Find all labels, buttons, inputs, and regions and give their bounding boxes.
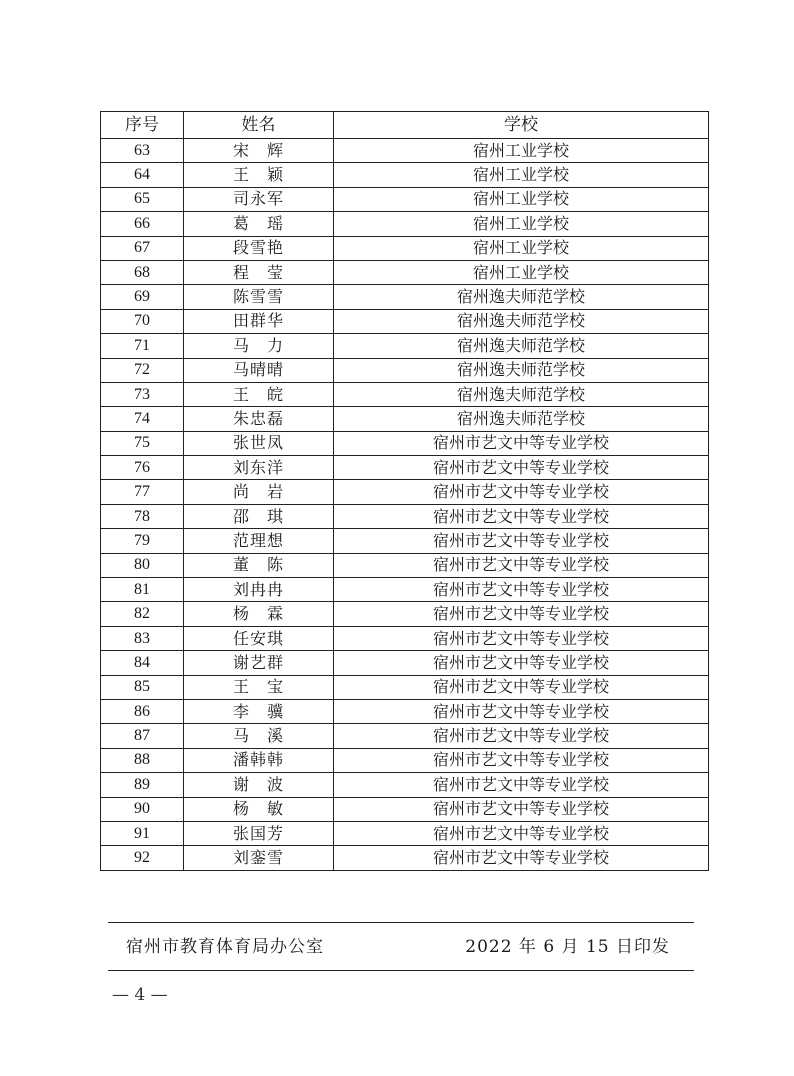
row-index: 64 (101, 163, 184, 187)
row-index: 76 (101, 456, 184, 480)
row-index: 66 (101, 212, 184, 236)
table-row (101, 187, 709, 211)
row-index: 75 (101, 431, 184, 455)
row-school: 宿州市艺文中等专业学校 (334, 456, 709, 480)
row-index: 85 (101, 675, 184, 699)
row-school: 宿州市艺文中等专业学校 (334, 504, 709, 528)
table-row (101, 553, 709, 577)
row-name: 潘韩韩 (184, 748, 334, 772)
row-name: 马晴晴 (184, 358, 334, 382)
row-school: 宿州逸夫师范学校 (334, 382, 709, 406)
roster-table (100, 111, 709, 871)
row-school: 宿州市艺文中等专业学校 (334, 797, 709, 821)
row-index: 83 (101, 626, 184, 650)
row-school: 宿州逸夫师范学校 (334, 407, 709, 431)
table-row (101, 504, 709, 528)
table-row (101, 382, 709, 406)
row-name: 刘銮雪 (184, 846, 334, 870)
table-row (101, 285, 709, 309)
table-row (101, 260, 709, 284)
table-row (101, 236, 709, 260)
row-name: 田群华 (184, 309, 334, 333)
row-school: 宿州市艺文中等专业学校 (334, 431, 709, 455)
row-index: 88 (101, 748, 184, 772)
row-name: 朱忠磊 (184, 407, 334, 431)
table-row (101, 846, 709, 870)
table-row (101, 456, 709, 480)
table-row (101, 212, 709, 236)
row-name: 陈雪雪 (184, 285, 334, 309)
table-row (101, 821, 709, 845)
row-name: 杨 霖 (184, 602, 334, 626)
row-school: 宿州市艺文中等专业学校 (334, 724, 709, 748)
header-name: 姓名 (184, 112, 334, 139)
row-name: 张世凤 (184, 431, 334, 455)
row-school: 宿州市艺文中等专业学校 (334, 602, 709, 626)
row-school: 宿州逸夫师范学校 (334, 358, 709, 382)
table-row (101, 578, 709, 602)
row-name: 段雪艳 (184, 236, 334, 260)
row-name: 杨 敏 (184, 797, 334, 821)
table-row (101, 334, 709, 358)
row-index: 90 (101, 797, 184, 821)
row-index: 79 (101, 529, 184, 553)
row-school: 宿州逸夫师范学校 (334, 309, 709, 333)
row-index: 69 (101, 285, 184, 309)
header-school: 学校 (334, 112, 709, 139)
row-school: 宿州市艺文中等专业学校 (334, 846, 709, 870)
row-index: 72 (101, 358, 184, 382)
row-index: 84 (101, 651, 184, 675)
row-name: 王 颖 (184, 163, 334, 187)
row-school: 宿州市艺文中等专业学校 (334, 821, 709, 845)
footer-rule-top (108, 922, 694, 923)
row-name: 董 陈 (184, 553, 334, 577)
table-row (101, 139, 709, 163)
row-name: 王 宝 (184, 675, 334, 699)
row-name: 刘冉冉 (184, 578, 334, 602)
table-body (101, 139, 709, 871)
table-row (101, 626, 709, 650)
table-row (101, 602, 709, 626)
row-school: 宿州工业学校 (334, 260, 709, 284)
table-row (101, 163, 709, 187)
row-name: 马 溪 (184, 724, 334, 748)
row-index: 87 (101, 724, 184, 748)
row-school: 宿州工业学校 (334, 163, 709, 187)
row-school: 宿州市艺文中等专业学校 (334, 553, 709, 577)
row-school: 宿州市艺文中等专业学校 (334, 748, 709, 772)
row-school: 宿州市艺文中等专业学校 (334, 529, 709, 553)
row-school: 宿州市艺文中等专业学校 (334, 578, 709, 602)
row-index: 74 (101, 407, 184, 431)
row-school: 宿州市艺文中等专业学校 (334, 773, 709, 797)
row-index: 63 (101, 139, 184, 163)
table-row (101, 407, 709, 431)
table-row (101, 773, 709, 797)
table-row (101, 309, 709, 333)
row-index: 73 (101, 382, 184, 406)
footer-rule-bottom (108, 970, 694, 971)
row-name: 宋 辉 (184, 139, 334, 163)
row-name: 司永军 (184, 187, 334, 211)
row-school: 宿州市艺文中等专业学校 (334, 626, 709, 650)
row-index: 71 (101, 334, 184, 358)
row-index: 68 (101, 260, 184, 284)
row-name: 王 皖 (184, 382, 334, 406)
row-name: 张国芳 (184, 821, 334, 845)
row-index: 82 (101, 602, 184, 626)
table-row (101, 797, 709, 821)
row-school: 宿州市艺文中等专业学校 (334, 480, 709, 504)
row-name: 李 骥 (184, 699, 334, 723)
row-school: 宿州市艺文中等专业学校 (334, 651, 709, 675)
row-index: 80 (101, 553, 184, 577)
table-row (101, 724, 709, 748)
row-school: 宿州工业学校 (334, 187, 709, 211)
row-name: 谢 波 (184, 773, 334, 797)
row-index: 81 (101, 578, 184, 602)
table-header-row (101, 112, 709, 139)
row-school: 宿州工业学校 (334, 236, 709, 260)
row-name: 任安琪 (184, 626, 334, 650)
row-index: 86 (101, 699, 184, 723)
row-index: 78 (101, 504, 184, 528)
row-name: 尚 岩 (184, 480, 334, 504)
row-school: 宿州市艺文中等专业学校 (334, 675, 709, 699)
page-number: — 4 — (112, 985, 168, 1005)
row-index: 89 (101, 773, 184, 797)
row-index: 67 (101, 236, 184, 260)
row-school: 宿州逸夫师范学校 (334, 334, 709, 358)
row-school: 宿州市艺文中等专业学校 (334, 699, 709, 723)
row-school: 宿州工业学校 (334, 212, 709, 236)
table-row (101, 651, 709, 675)
issuing-office: 宿州市教育体育局办公室 (126, 937, 324, 957)
table-row (101, 480, 709, 504)
table-row (101, 699, 709, 723)
row-index: 91 (101, 821, 184, 845)
table-row (101, 358, 709, 382)
row-school: 宿州工业学校 (334, 139, 709, 163)
row-name: 马 力 (184, 334, 334, 358)
header-index: 序号 (101, 112, 184, 139)
row-name: 范理想 (184, 529, 334, 553)
row-name: 邵 琪 (184, 504, 334, 528)
row-index: 77 (101, 480, 184, 504)
table-row (101, 748, 709, 772)
issue-date: 2022 年 6 月 15 日印发 (465, 937, 670, 957)
row-name: 谢艺群 (184, 651, 334, 675)
row-name: 葛 瑶 (184, 212, 334, 236)
row-index: 65 (101, 187, 184, 211)
row-name: 程 莹 (184, 260, 334, 284)
table-row (101, 529, 709, 553)
row-index: 92 (101, 846, 184, 870)
table-row (101, 431, 709, 455)
table-row (101, 675, 709, 699)
row-index: 70 (101, 309, 184, 333)
row-name: 刘东洋 (184, 456, 334, 480)
row-school: 宿州逸夫师范学校 (334, 285, 709, 309)
